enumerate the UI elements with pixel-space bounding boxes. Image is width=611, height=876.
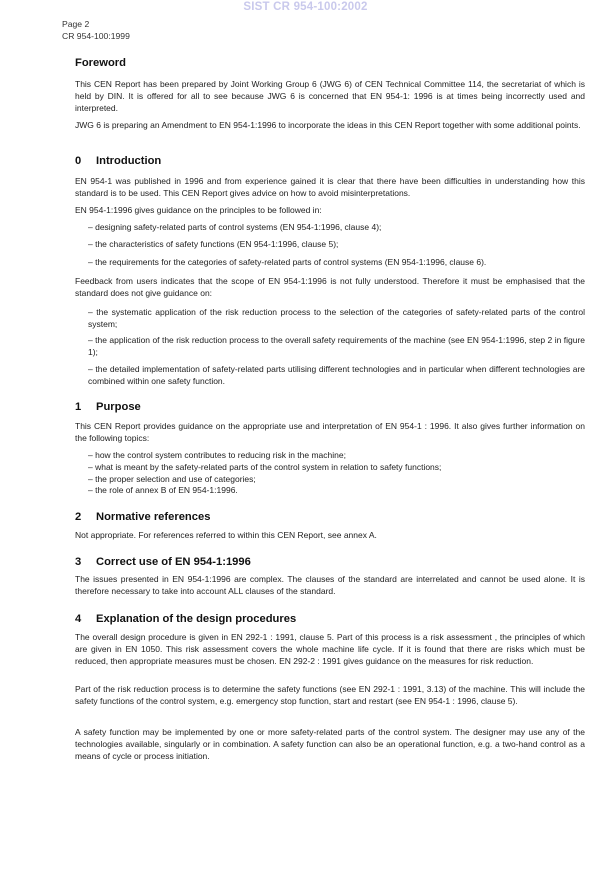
correct-use-paragraph: The issues presented in EN 954-1:1996 are complex. The clauses of the standard are interrelated and cannot be used alone. It is therefore necessary to take into account ALL clauses of the standard. [75, 574, 585, 596]
intro-paragraph: Feedback from users indicates that the scope of EN 954-1:1996 is not fully understood. Therefore it must be emphasised that the standard does not give guidance on: [75, 276, 585, 298]
list-item: – how the control system contributes to reducing risk in the machine; [88, 450, 346, 460]
foreword-paragraph: JWG 6 is preparing an Amendment to EN 954-1:1996 to incorporate the ideas in this CEN Report together with some additional points. [75, 120, 581, 130]
watermark: SIST CR 954-100:2002 [243, 1, 368, 13]
design-paragraph: A safety function may be implemented by one or more safety-related parts of the control system. The designer may use any of the technologies available, singularly or in combination. A safety function can also be an operational function, e.g. a two-hand control as a means of cycle or process initiation. [75, 727, 585, 761]
list-item: – the detailed implementation of safety-related parts utilising different technologies and in particular when different technologies are combined within one safety function. [88, 364, 585, 386]
normative-heading [75, 511, 210, 523]
design-paragraph: Part of the risk reduction process is to determine the safety functions (see EN 292-1 : 1991, 3.13) of the machine. This will include the safety functions of the control system, e.g. emergency stop function, start and restart (see EN 954-1 : 1996, clause 5). [75, 684, 585, 706]
purpose-paragraph: This CEN Report provides guidance on the appropriate use and interpretation of EN 954-1 : 1996. It also gives further information on the following topics: [75, 421, 585, 443]
list-item: – the requirements for the categories of safety-related parts of control systems (EN 954-1:1996, clause 6). [88, 257, 487, 267]
list-item: – the proper selection and use of categories; [88, 473, 256, 484]
foreword-heading: Foreword [75, 57, 126, 69]
section-number: 0 [75, 155, 82, 167]
intro-paragraph: EN 954-1:1996 gives guidance on the principles to be followed in: [75, 205, 322, 215]
section-title: Introduction [96, 155, 162, 167]
introduction-heading [75, 155, 161, 167]
list-item: – the systematic application of the risk reduction process to the selection of the categories of safety-related parts of the control system; [88, 307, 585, 329]
list-item: – designing safety-related parts of control systems (EN 954-1:1996, clause 4); [88, 222, 382, 232]
section-number: 3 [75, 556, 82, 568]
section-title: Correct use of EN 954-1:1996 [96, 556, 251, 568]
design-heading [75, 613, 296, 625]
purpose-heading [75, 401, 141, 413]
section-title: Normative references [96, 511, 211, 523]
intro-paragraph: EN 954-1 was published in 1996 and from experience gained it is clear that there have been difficulties in understanding how this standard is to be used. This CEN Report gives advice on how to avoid misinterpretations. [75, 176, 585, 198]
list-item: – the role of annex B of EN 954-1:1996. [88, 485, 238, 496]
section-title: Purpose [96, 401, 141, 413]
correct-use-heading [75, 556, 251, 568]
list-item: – the characteristics of safety functions (EN 954-1:1996, clause 5); [88, 239, 339, 249]
section-title: Explanation of the design procedures [96, 613, 297, 625]
purpose-list [88, 450, 585, 497]
section-number: 4 [75, 613, 82, 625]
document-id: CR 954-100:1999 [62, 31, 130, 41]
list-item: – what is meant by the safety-related parts of the control system in relation to safety functions; [88, 461, 442, 472]
foreword-paragraph: This CEN Report has been prepared by Joint Working Group 6 (JWG 6) of CEN Technical Committee 114, the secretariat of which is held by DIN. It is offered for all to see because JWG 6 is concerned that EN 954-1: 1996 is at times being incorrectly used and interpreted. [75, 79, 585, 113]
normative-paragraph: Not appropriate. For references referred to within this CEN Report, see annex A. [75, 530, 377, 540]
section-number: 2 [75, 511, 82, 523]
design-paragraph: The overall design procedure is given in EN 292-1 : 1991, clause 5. Part of this process is a risk assessment , the principles of which are given in EN 1050. This risk assessment covers the whole machine life cycle. If it is found that there are risks which must be reduced, then appropriate measures must be chosen. EN 292-2 : 1991 gives guidance on the measures for risk reduction. [75, 632, 585, 666]
section-number: 1 [75, 401, 82, 413]
list-item: – the application of the risk reduction process to the overall safety requirements of the machine (see EN 954-1:1996, step 2 in figure 1); [88, 335, 585, 357]
page-number: Page 2 [62, 19, 90, 29]
